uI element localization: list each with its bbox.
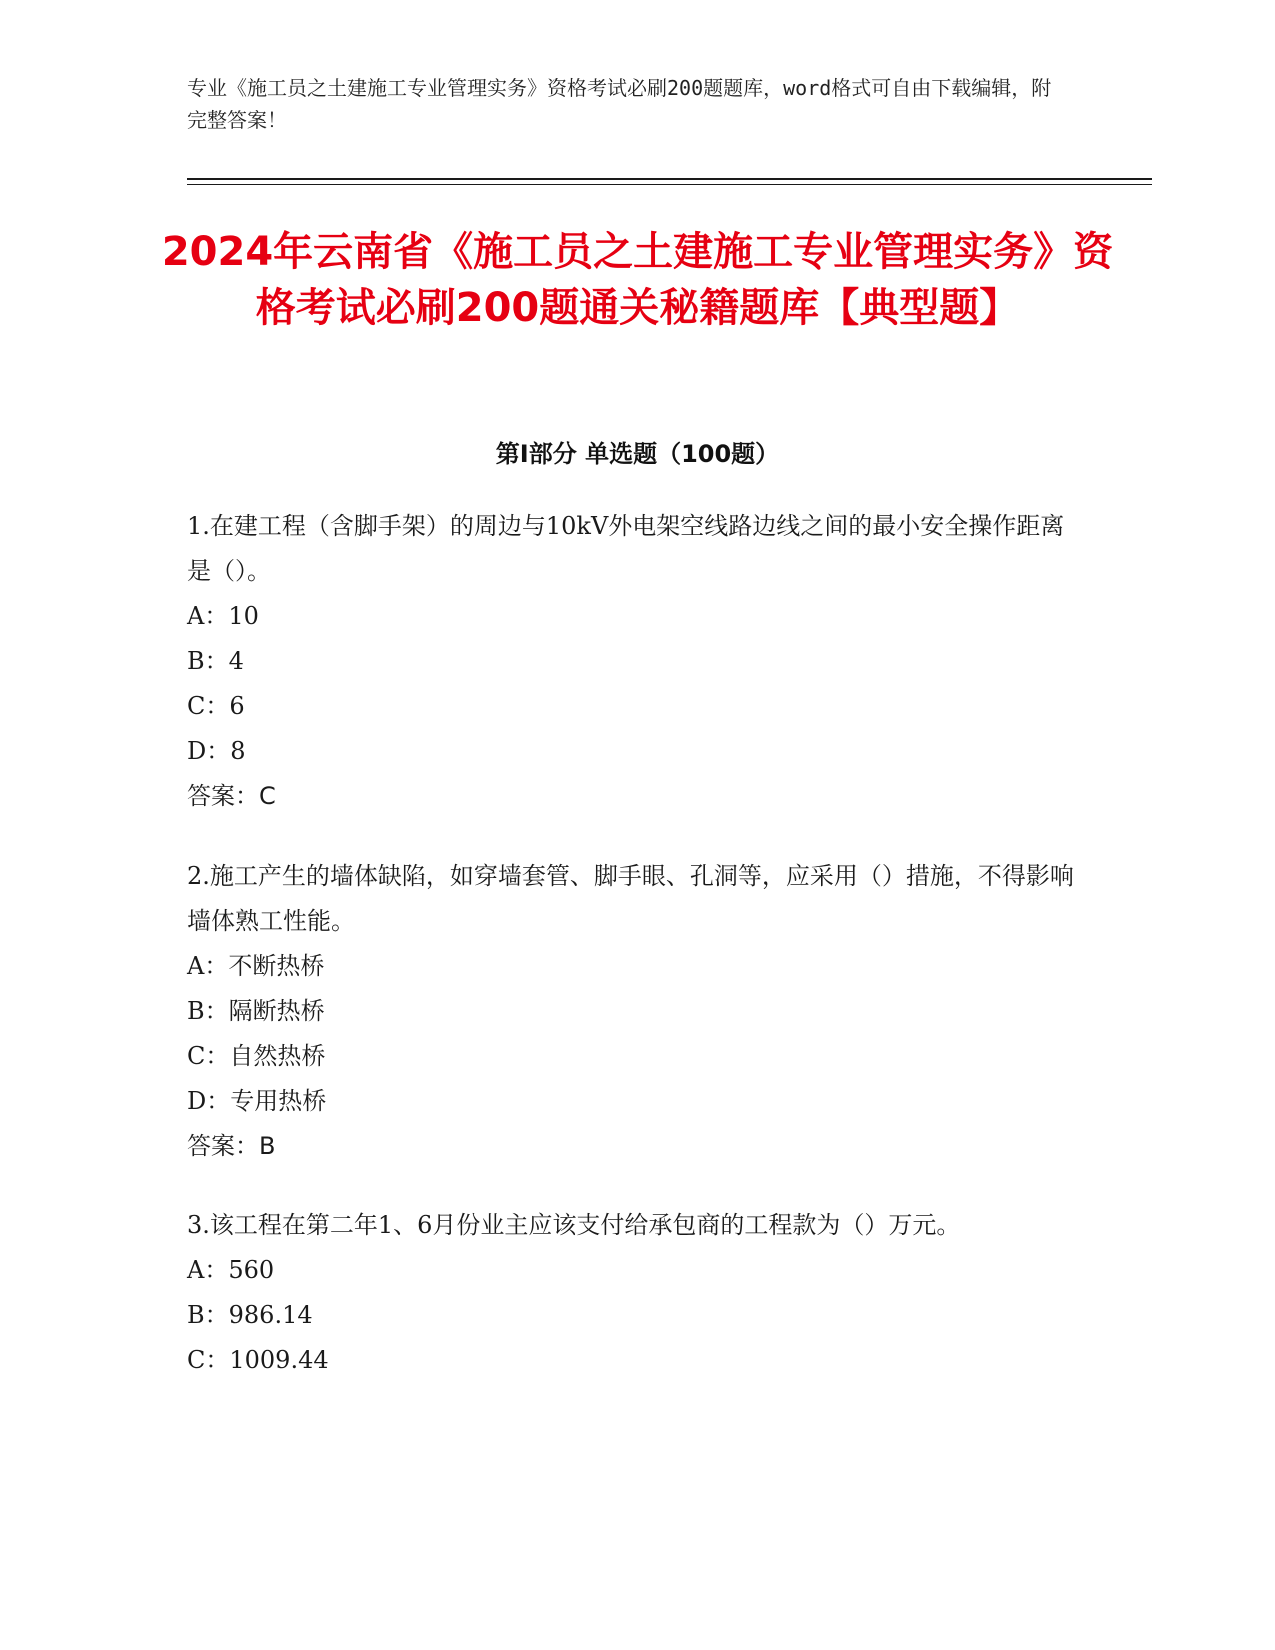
document-title: 2024年云南省《施工员之土建施工专业管理实务》资格考试必刷200题通关秘籍题库【典型题】 bbox=[161, 229, 1114, 331]
option-a: A：不断热桥 bbox=[187, 952, 325, 980]
header-note: 专业《施工员之土建施工专业管理实务》资格考试必刷200题题库，word格式可自由下载编辑，附完整答案！ bbox=[187, 76, 1052, 132]
question-stem: 3.该工程在第二年1、6月份业主应该支付给承包商的工程款为（）万元。 bbox=[187, 1211, 961, 1239]
option-c: C：1009.44 bbox=[187, 1346, 329, 1374]
answer: 答案：C bbox=[187, 782, 276, 810]
question-2 bbox=[187, 854, 1077, 1169]
header-divider-thin bbox=[187, 184, 1152, 185]
answer: 答案：B bbox=[187, 1132, 276, 1160]
option-a: A：560 bbox=[187, 1256, 275, 1284]
question-3 bbox=[187, 1203, 1077, 1383]
option-b: B：隔断热桥 bbox=[187, 997, 325, 1025]
option-c: C：6 bbox=[187, 692, 245, 720]
section-heading: 第I部分 单选题（100题） bbox=[495, 440, 780, 468]
header-divider-thick bbox=[187, 178, 1152, 180]
option-b: B：986.14 bbox=[187, 1301, 313, 1329]
option-c: C：自然热桥 bbox=[187, 1042, 326, 1070]
option-d: D：8 bbox=[187, 737, 246, 765]
question-stem: 2.施工产生的墙体缺陷，如穿墙套管、脚手眼、孔洞等，应采用（）措施，不得影响墙体熟工性能。 bbox=[187, 862, 1074, 935]
option-a: A：10 bbox=[187, 602, 259, 630]
option-b: B：4 bbox=[187, 647, 244, 675]
question-1 bbox=[187, 504, 1077, 819]
question-stem: 1.在建工程（含脚手架）的周边与10kV外电架空线路边线之间的最小安全操作距离是（）。 bbox=[187, 512, 1065, 585]
option-d: D：专用热桥 bbox=[187, 1087, 327, 1115]
